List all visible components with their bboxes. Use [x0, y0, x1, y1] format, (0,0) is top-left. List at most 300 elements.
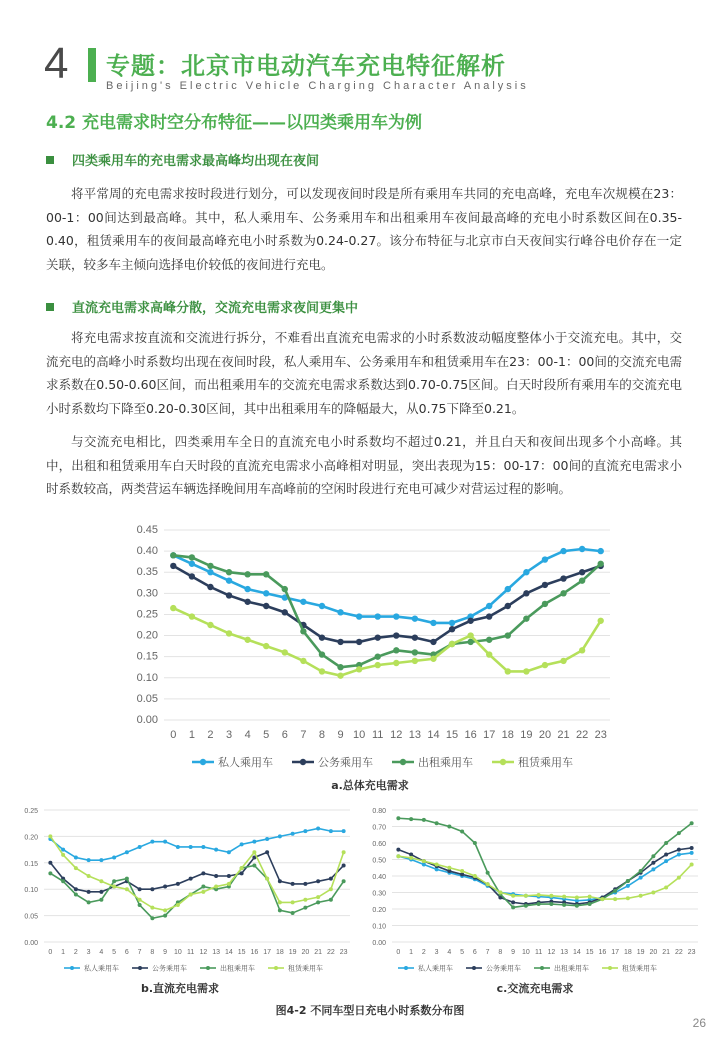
data-point — [112, 885, 116, 889]
data-point — [375, 634, 381, 640]
data-point — [664, 886, 668, 890]
bullet-square-icon — [46, 303, 54, 311]
data-point — [163, 885, 167, 889]
x-tick-label: 20 — [649, 949, 658, 956]
data-point — [99, 890, 103, 894]
data-point — [125, 850, 129, 854]
data-point — [447, 825, 451, 829]
data-point — [664, 841, 668, 845]
data-point — [523, 615, 529, 621]
data-point — [189, 892, 193, 896]
x-tick-label: 7 — [485, 949, 490, 956]
x-tick-label: 16 — [250, 949, 259, 956]
data-point — [61, 879, 65, 883]
data-point — [511, 894, 515, 898]
data-point — [356, 666, 362, 672]
data-point — [61, 853, 65, 857]
data-point — [240, 842, 244, 846]
x-tick-label: 22 — [576, 729, 589, 741]
data-point — [316, 900, 320, 904]
x-tick-label: 18 — [275, 949, 284, 956]
series-line — [50, 852, 343, 892]
data-point — [48, 871, 52, 875]
data-point — [112, 879, 116, 883]
legend-label: 租赁乘用车 — [518, 756, 573, 769]
y-tick-label: 0.15 — [24, 860, 38, 868]
y-tick-label: 0.80 — [372, 808, 386, 815]
x-tick-label: 12 — [547, 949, 556, 956]
x-tick-label: 23 — [687, 949, 696, 956]
x-tick-label: 21 — [557, 729, 570, 741]
data-point — [74, 887, 78, 891]
data-point — [303, 906, 307, 910]
data-point — [412, 649, 418, 655]
x-tick-label: 3 — [86, 949, 91, 956]
data-point — [125, 887, 129, 891]
legend-marker — [472, 966, 476, 970]
data-point — [252, 850, 256, 854]
legend-marker — [404, 966, 408, 970]
data-point — [150, 916, 154, 920]
x-tick-label: 3 — [225, 729, 233, 741]
data-point — [74, 866, 78, 870]
data-point — [467, 618, 473, 624]
x-tick-label: 10 — [353, 729, 366, 741]
series-line — [50, 828, 343, 860]
data-point — [430, 620, 436, 626]
x-tick-label: 2 — [421, 949, 426, 956]
chart-b-caption: b.直流充电需求 — [140, 982, 220, 995]
data-point — [176, 903, 180, 907]
chapter-subtitle: Beijing's Electric Vehicle Charging Character Analysis — [106, 80, 529, 92]
legend-label: 私人乘用车 — [418, 964, 453, 973]
legend-label: 出租乘用车 — [554, 964, 589, 973]
data-point — [356, 613, 362, 619]
paragraph-3: 与交流充电相比，四类乘用车全日的直流充电小时系数均不超过0.21，并且白天和夜间出现多个小高峰。其中，出租和租赁乘用车白天时段的直流充电需求小高峰相对明显，突出表现为15：00-17：00间的直流充电需求小时系数较高，两类营运车辆选择晚间用车高峰前的空闲时段进行充电可减少对营运过程的影响。 — [46, 434, 682, 496]
data-point — [639, 869, 643, 873]
data-point — [176, 845, 180, 849]
x-tick-label: 15 — [445, 729, 459, 741]
data-point — [263, 603, 269, 609]
data-point — [600, 897, 604, 901]
x-tick-label: 0 — [170, 729, 177, 741]
data-point — [579, 569, 585, 575]
data-point — [207, 622, 213, 628]
data-point — [125, 877, 129, 881]
legend-label: 私人乘用车 — [84, 964, 119, 973]
data-point — [214, 848, 218, 852]
data-point — [150, 840, 154, 844]
data-point — [291, 911, 295, 915]
data-point — [651, 854, 655, 858]
legend-marker — [206, 966, 210, 970]
data-point — [690, 846, 694, 850]
data-point — [598, 561, 604, 567]
x-tick-label: 11 — [186, 949, 195, 956]
y-tick-label: 0.00 — [136, 714, 158, 726]
legend-label: 公务乘用车 — [152, 964, 187, 973]
x-tick-label: 6 — [281, 729, 288, 741]
chart-dc-demand — [10, 802, 360, 977]
data-point — [447, 866, 451, 870]
x-tick-label: 4 — [244, 729, 251, 741]
x-tick-label: 8 — [318, 729, 326, 741]
data-point — [560, 575, 566, 581]
data-point — [226, 577, 232, 583]
chart-overall-demand — [120, 518, 620, 778]
chapter-title: 专题：北京市电动汽车充电特征解析 — [106, 52, 506, 80]
data-point — [412, 634, 418, 640]
data-point — [226, 630, 232, 636]
data-point — [189, 561, 195, 567]
data-point — [393, 660, 399, 666]
x-tick-label: 13 — [212, 949, 221, 956]
data-point — [227, 882, 231, 886]
data-point — [651, 891, 655, 895]
data-point — [677, 853, 681, 857]
data-point — [214, 885, 218, 889]
bullet-heading-text: 四类乘用车的充电需求最高峰均出现在夜间 — [72, 154, 320, 169]
data-point — [319, 668, 325, 674]
data-point — [422, 859, 426, 863]
data-point — [460, 829, 464, 833]
x-tick-label: 19 — [520, 729, 533, 741]
data-point — [319, 603, 325, 609]
y-tick-label: 0.05 — [136, 692, 158, 705]
x-tick-label: 14 — [572, 949, 581, 956]
data-point — [393, 647, 399, 653]
y-tick-label: 0.30 — [372, 890, 386, 898]
data-point — [265, 837, 269, 841]
x-tick-label: 8 — [498, 949, 503, 956]
data-point — [356, 639, 362, 645]
legend-label: 公务乘用车 — [318, 756, 373, 769]
data-point — [189, 845, 193, 849]
data-point — [560, 658, 566, 664]
data-point — [240, 871, 244, 875]
data-point — [677, 848, 681, 852]
y-tick-label: 0.50 — [372, 857, 386, 865]
data-point — [170, 563, 176, 569]
data-point — [214, 874, 218, 878]
x-tick-label: 0 — [48, 949, 53, 956]
data-point — [282, 586, 288, 592]
data-point — [138, 887, 142, 891]
y-tick-label: 0.40 — [136, 545, 158, 558]
data-point — [412, 615, 418, 621]
x-tick-label: 3 — [434, 949, 439, 956]
x-tick-label: 22 — [674, 949, 683, 956]
data-point — [329, 829, 333, 833]
data-point — [579, 546, 585, 552]
data-point — [412, 658, 418, 664]
y-tick-label: 0.15 — [136, 650, 158, 663]
data-point — [244, 599, 250, 605]
legend-marker — [200, 759, 206, 765]
data-point — [422, 818, 426, 822]
data-point — [163, 908, 167, 912]
chart-c-caption: c.交流充电需求 — [496, 982, 574, 995]
x-tick-label: 2 — [73, 949, 78, 956]
y-tick-label: 0.45 — [136, 524, 158, 536]
data-point — [511, 905, 515, 909]
data-point — [150, 906, 154, 910]
y-tick-label: 0.05 — [24, 913, 38, 921]
data-point — [486, 613, 492, 619]
data-point — [396, 848, 400, 852]
legend-label: 出租乘用车 — [418, 756, 473, 769]
x-tick-label: 8 — [150, 949, 155, 956]
data-point — [409, 856, 413, 860]
data-point — [524, 904, 528, 908]
data-point — [626, 884, 630, 888]
x-tick-label: 2 — [207, 729, 214, 741]
data-point — [690, 821, 694, 825]
data-point — [435, 821, 439, 825]
data-point — [409, 817, 413, 821]
x-tick-label: 21 — [662, 949, 671, 956]
x-tick-label: 13 — [560, 949, 569, 956]
data-point — [613, 889, 617, 893]
data-point — [575, 904, 579, 908]
y-tick-label: 0.35 — [136, 566, 158, 579]
data-point — [263, 571, 269, 577]
x-tick-label: 13 — [408, 729, 421, 741]
data-point — [639, 876, 643, 880]
data-point — [588, 902, 592, 906]
data-point — [505, 586, 511, 592]
data-point — [473, 841, 477, 845]
data-point — [207, 563, 213, 569]
data-point — [316, 826, 320, 830]
x-tick-label: 19 — [636, 949, 645, 956]
data-point — [61, 848, 65, 852]
x-tick-label: 15 — [585, 949, 594, 956]
data-point — [207, 584, 213, 590]
data-point — [542, 582, 548, 588]
data-point — [342, 863, 346, 867]
paragraph-2: 将充电需求按直流和交流进行拆分，不难看出直流充电需求的小时系数波动幅度整体小于交流充电。其中，交流充电的高峰小时系数均出现在夜间时段，私人乘用车、公务乘用车和租赁乘用车在23：00-1：00间的交流充电需求系数在0.50-0.60区间，而出租乘用车的交流充电需求系数达到0.70-0.75区间。白天时段所有乘用车的交流充电小时系数均下降至0.20-0.30区间，其中出租乘用车的降幅最大，从0.75下降至0.21。 — [46, 330, 682, 416]
data-point — [329, 887, 333, 891]
data-point — [579, 577, 585, 583]
data-point — [138, 898, 142, 902]
data-point — [342, 829, 346, 833]
legend-marker — [274, 966, 278, 970]
x-tick-label: 1 — [188, 729, 195, 741]
data-point — [523, 590, 529, 596]
data-point — [375, 662, 381, 668]
data-point — [449, 626, 455, 632]
y-tick-label: 0.10 — [372, 923, 386, 931]
data-point — [486, 651, 492, 657]
y-tick-label: 0.10 — [24, 887, 38, 895]
data-point — [263, 590, 269, 596]
data-point — [189, 554, 195, 560]
data-point — [244, 571, 250, 577]
series-line — [173, 566, 600, 642]
x-tick-label: 12 — [390, 729, 403, 741]
legend-marker — [500, 759, 506, 765]
data-point — [99, 898, 103, 902]
data-point — [303, 882, 307, 886]
data-point — [138, 903, 142, 907]
legend-label: 出租乘用车 — [220, 964, 255, 973]
data-point — [227, 850, 231, 854]
y-tick-label: 0.25 — [136, 608, 158, 621]
legend-marker — [138, 966, 142, 970]
x-tick-label: 4 — [447, 949, 452, 956]
x-tick-label: 9 — [511, 949, 516, 956]
y-tick-label: 0.00 — [24, 940, 38, 947]
data-point — [201, 885, 205, 889]
x-tick-label: 6 — [472, 949, 477, 956]
data-point — [278, 900, 282, 904]
data-point — [664, 859, 668, 863]
data-point — [337, 664, 343, 670]
y-tick-label: 0.00 — [372, 940, 386, 947]
data-point — [375, 653, 381, 659]
data-point — [690, 862, 694, 866]
data-point — [588, 895, 592, 899]
data-point — [523, 668, 529, 674]
data-point — [87, 900, 91, 904]
data-point — [486, 871, 490, 875]
data-point — [226, 569, 232, 575]
data-point — [201, 845, 205, 849]
y-tick-label: 0.10 — [136, 671, 158, 684]
data-point — [87, 890, 91, 894]
data-point — [74, 892, 78, 896]
data-point — [505, 632, 511, 638]
data-point — [150, 887, 154, 891]
data-point — [449, 620, 455, 626]
bullet-heading-2 — [46, 297, 358, 316]
bullet-square-icon — [46, 156, 54, 164]
data-point — [579, 647, 585, 653]
y-tick-label: 0.70 — [372, 824, 386, 832]
legend-label: 私人乘用车 — [218, 756, 273, 769]
data-point — [244, 586, 250, 592]
data-point — [430, 639, 436, 645]
data-point — [227, 874, 231, 878]
data-point — [163, 840, 167, 844]
data-point — [396, 854, 400, 858]
paragraph-1: 将平常周的充电需求按时段进行划分，可以发现夜间时段是所有乘用车共同的充电高峰，充电车次规模在23：00-1：00间达到最高峰。其中，私人乘用车、公务乘用车和出租乘用车夜间最高峰的充电小时系数区间在0.35-0.40，租赁乘用车的夜间最高峰充电小时系数为0.24-0.27。该分布特征与北京市白天夜间实行峰谷电价存在一定关联，较多车主倾向选择电价较低的夜间进行充电。 — [46, 186, 682, 272]
data-point — [138, 845, 142, 849]
data-point — [226, 592, 232, 598]
x-tick-label: 23 — [594, 729, 607, 741]
x-tick-label: 18 — [501, 729, 514, 741]
data-point — [99, 879, 103, 883]
x-tick-label: 17 — [263, 949, 272, 956]
data-point — [263, 643, 269, 649]
x-tick-label: 20 — [538, 729, 552, 741]
y-tick-label: 0.25 — [24, 808, 38, 815]
data-point — [337, 672, 343, 678]
chapter-number: 4 — [44, 39, 69, 88]
data-point — [303, 829, 307, 833]
data-point — [677, 831, 681, 835]
data-point — [207, 569, 213, 575]
x-tick-label: 7 — [300, 729, 307, 741]
data-point — [598, 548, 604, 554]
y-tick-label: 0.20 — [136, 629, 158, 642]
data-point — [189, 613, 195, 619]
data-point — [523, 569, 529, 575]
data-point — [342, 879, 346, 883]
data-point — [473, 874, 477, 878]
legend-marker — [608, 966, 612, 970]
data-point — [449, 641, 455, 647]
x-tick-label: 10 — [521, 949, 530, 956]
x-tick-label: 9 — [337, 729, 344, 741]
data-point — [319, 634, 325, 640]
data-point — [240, 866, 244, 870]
data-point — [651, 867, 655, 871]
data-point — [639, 894, 643, 898]
data-point — [575, 895, 579, 899]
x-tick-label: 7 — [137, 949, 142, 956]
x-tick-label: 5 — [112, 949, 117, 956]
data-point — [664, 853, 668, 857]
legend-label: 租赁乘用车 — [288, 964, 323, 973]
x-tick-label: 16 — [464, 729, 477, 741]
y-tick-label: 0.30 — [136, 587, 158, 600]
data-point — [560, 548, 566, 554]
x-tick-label: 21 — [314, 949, 323, 956]
data-point — [542, 556, 548, 562]
data-point — [430, 656, 436, 662]
data-point — [87, 874, 91, 878]
data-point — [99, 858, 103, 862]
data-point — [300, 628, 306, 634]
legend-label: 租赁乘用车 — [622, 964, 657, 973]
x-tick-label: 17 — [483, 729, 496, 741]
data-point — [537, 893, 541, 897]
data-point — [549, 902, 553, 906]
x-tick-label: 0 — [396, 949, 401, 956]
data-point — [112, 856, 116, 860]
data-point — [329, 898, 333, 902]
section-title: 4.2 充电需求时空分布特征——以四类乘用车为例 — [46, 113, 423, 133]
x-tick-label: 14 — [224, 949, 233, 956]
x-tick-label: 12 — [199, 949, 208, 956]
data-point — [598, 618, 604, 624]
data-point — [562, 903, 566, 907]
chart-a-caption: a.总体充电需求 — [331, 779, 409, 792]
data-point — [87, 858, 91, 862]
x-tick-label: 17 — [611, 949, 620, 956]
x-tick-label: 15 — [237, 949, 246, 956]
x-tick-label: 5 — [263, 729, 270, 741]
x-tick-label: 16 — [598, 949, 607, 956]
data-point — [626, 896, 630, 900]
data-point — [329, 877, 333, 881]
x-tick-label: 11 — [371, 729, 384, 741]
data-point — [278, 908, 282, 912]
data-point — [48, 861, 52, 865]
data-point — [319, 651, 325, 657]
data-point — [486, 637, 492, 643]
data-point — [562, 895, 566, 899]
data-point — [201, 871, 205, 875]
data-point — [613, 897, 617, 901]
data-point — [278, 834, 282, 838]
data-point — [505, 603, 511, 609]
data-point — [375, 613, 381, 619]
legend-label: 公务乘用车 — [486, 964, 521, 973]
data-point — [677, 876, 681, 880]
